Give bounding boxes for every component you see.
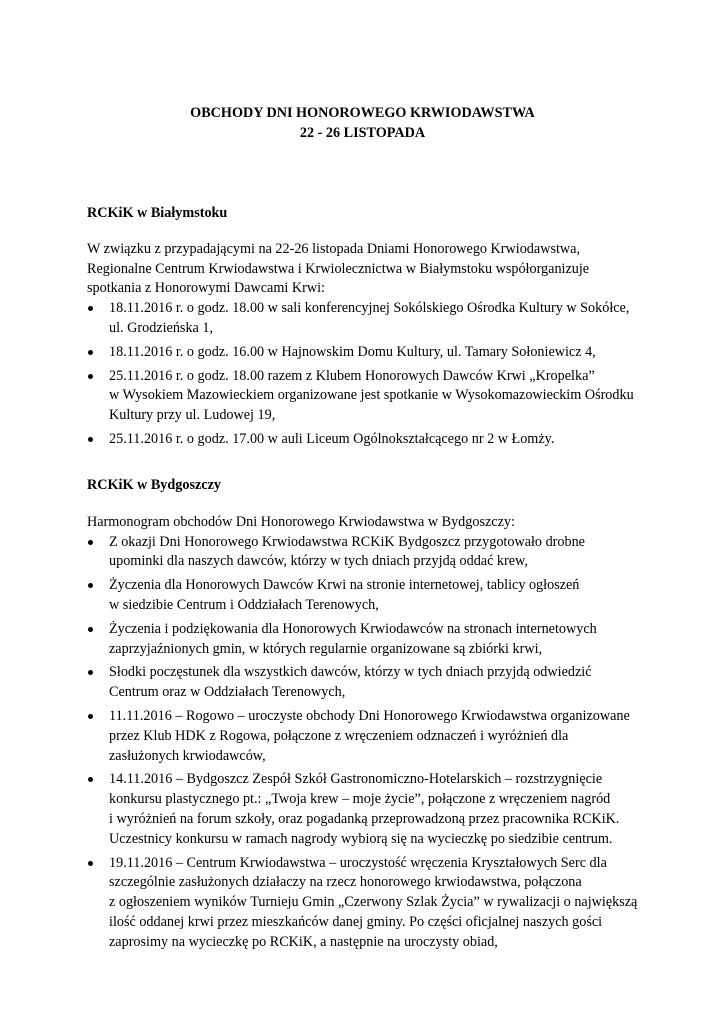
list-item-line: z ogłoszeniem wyników Turnieju Gmin „Czerwony Szlak Życia” w rywalizacji o największą: [109, 894, 638, 911]
list-item-line: 25.11.2016 r. o godz. 18.00 razem z Klubem Honorowych Dawców Krwi „Kropelka”: [109, 367, 595, 384]
list-item-line: 25.11.2016 r. o godz. 17.00 w auli Liceum Ogólnokształcącego nr 2 w Łomży.: [109, 430, 555, 447]
document-title: [0, 103, 725, 143]
list-item: [87, 576, 647, 616]
bullet-icon: [88, 306, 93, 311]
event-list: [87, 299, 647, 450]
intro-line: spotkania z Honorowymi Dawcami Krwi:: [87, 280, 325, 297]
intro-line: Harmonogram obchodów Dni Honorowego Krwiodawstwa w Bydgoszczy:: [87, 513, 515, 530]
list-item-line: konkursu plastycznego pt.: „Twoja krew – moje życie”, połączone z wręczeniem nagród: [109, 791, 611, 808]
title-line-2: 22 - 26 LISTOPADA: [299, 125, 426, 141]
list-item: [87, 620, 647, 660]
list-item: [87, 707, 647, 766]
list-item-line: 11.11.2016 – Rogowo – uroczyste obchody Dni Honorowego Krwiodawstwa organizowane: [109, 707, 630, 724]
bullet-icon: [88, 777, 93, 782]
list-item: [87, 367, 647, 426]
list-item: [87, 854, 647, 953]
list-item: [87, 299, 647, 339]
section-heading: RCKiK w Bydgoszczy: [87, 477, 221, 493]
list-item: [87, 430, 647, 450]
section-intro: [87, 513, 647, 533]
bullet-icon: [88, 627, 93, 632]
list-item: [87, 533, 647, 573]
list-item-line: Uczestnicy konkursu w ramach nagrody wybiorą się na wycieczkę po siedzibie centrum.: [109, 830, 613, 847]
list-item-line: Z okazji Dni Honorowego Krwiodawstwa RCKiK Bydgoszcz przygotowało drobne: [109, 533, 585, 550]
list-item-line: i wyróżnień na forum szkoły, oraz pogadanką przeprowadzoną przez pracownika RCKiK.: [109, 810, 620, 827]
title-line-1: OBCHODY DNI HONOROWEGO KRWIODAWSTWA: [190, 105, 535, 121]
bullet-icon: [88, 583, 93, 588]
section-bydgoszcz: [87, 476, 647, 957]
list-item-line: przez Klub HDK z Rogowa, połączone z wręczeniem odznaczeń i wyróżnień dla: [109, 727, 569, 744]
list-item-line: Kultury przy ul. Ludowej 19,: [109, 407, 276, 424]
bullet-icon: [88, 714, 93, 719]
list-item-line: ilość oddanej krwi przez mieszkańców danej gminy. Po części oficjalnej naszych gości: [109, 913, 603, 930]
list-item-line: ul. Grodzieńska 1,: [109, 319, 214, 336]
list-item-line: zasłużonych krwiodawców,: [109, 747, 266, 764]
list-item-line: zaprzyjaźnionych gmin, w których regularnie organizowane są zbiórki krwi,: [109, 640, 543, 657]
list-item-line: w Wysokiem Mazowieckiem organizowane jest spotkanie w Wysokomazowieckim Ośrodku: [109, 387, 634, 404]
bullet-icon: [88, 437, 93, 442]
list-item-line: w siedzibie Centrum i Oddziałach Terenowych,: [109, 596, 379, 613]
list-item-line: Słodki poczęstunek dla wszystkich dawców, którzy w tych dniach przyjdą odwiedzić: [109, 664, 592, 681]
list-item-line: Centrum oraz w Oddziałach Terenowych,: [109, 684, 346, 701]
list-item-line: upominki dla naszych dawców, którzy w tych dniach przyjdą oddać krew,: [109, 553, 528, 570]
bullet-icon: [88, 861, 93, 866]
bullet-icon: [88, 374, 93, 379]
section-bialystok: [87, 204, 647, 454]
section-intro: [87, 240, 647, 299]
list-item: [87, 343, 647, 363]
list-item: [87, 770, 647, 849]
list-item: [87, 663, 647, 703]
list-item-line: 18.11.2016 r. o godz. 16.00 w Hajnowskim Domu Kultury, ul. Tamary Sołoniewicz 4,: [109, 343, 596, 360]
list-item-line: 14.11.2016 – Bydgoszcz Zespół Szkół Gastronomiczno-Hotelarskich – rozstrzygnięcie: [109, 771, 603, 788]
bullet-icon: [88, 350, 93, 355]
bullet-icon: [88, 670, 93, 675]
list-item-line: Życzenia i podziękowania dla Honorowych Krwiodawców na stronach internetowych: [109, 620, 597, 637]
event-list: [87, 533, 647, 953]
list-item-line: szczególnie zasłużonych działaczy na rzecz honorowego krwiodawstwa, połączona: [109, 874, 582, 891]
section-heading: RCKiK w Białymstoku: [87, 205, 228, 221]
list-item-line: 18.11.2016 r. o godz. 18.00 w sali konferencyjnej Sokólskiego Ośrodka Kultury w Sokółce,: [109, 300, 630, 317]
intro-line: W związku z przypadającymi na 22-26 listopada Dniami Honorowego Krwiodawstwa,: [87, 240, 581, 257]
intro-line: Regionalne Centrum Krwiodawstwa i Krwiolecznictwa w Białymstoku współorganizuje: [87, 260, 590, 277]
list-item-line: Życzenia dla Honorowych Dawców Krwi na stronie internetowej, tablicy ogłoszeń: [109, 577, 580, 594]
list-item-line: 19.11.2016 – Centrum Krwiodawstwa – uroczystość wręczenia Kryształowych Serc dla: [109, 854, 607, 871]
bullet-icon: [88, 540, 93, 545]
list-item-line: zaprosimy na wycieczkę po RCKiK, a następnie na uroczysty obiad,: [109, 933, 498, 950]
